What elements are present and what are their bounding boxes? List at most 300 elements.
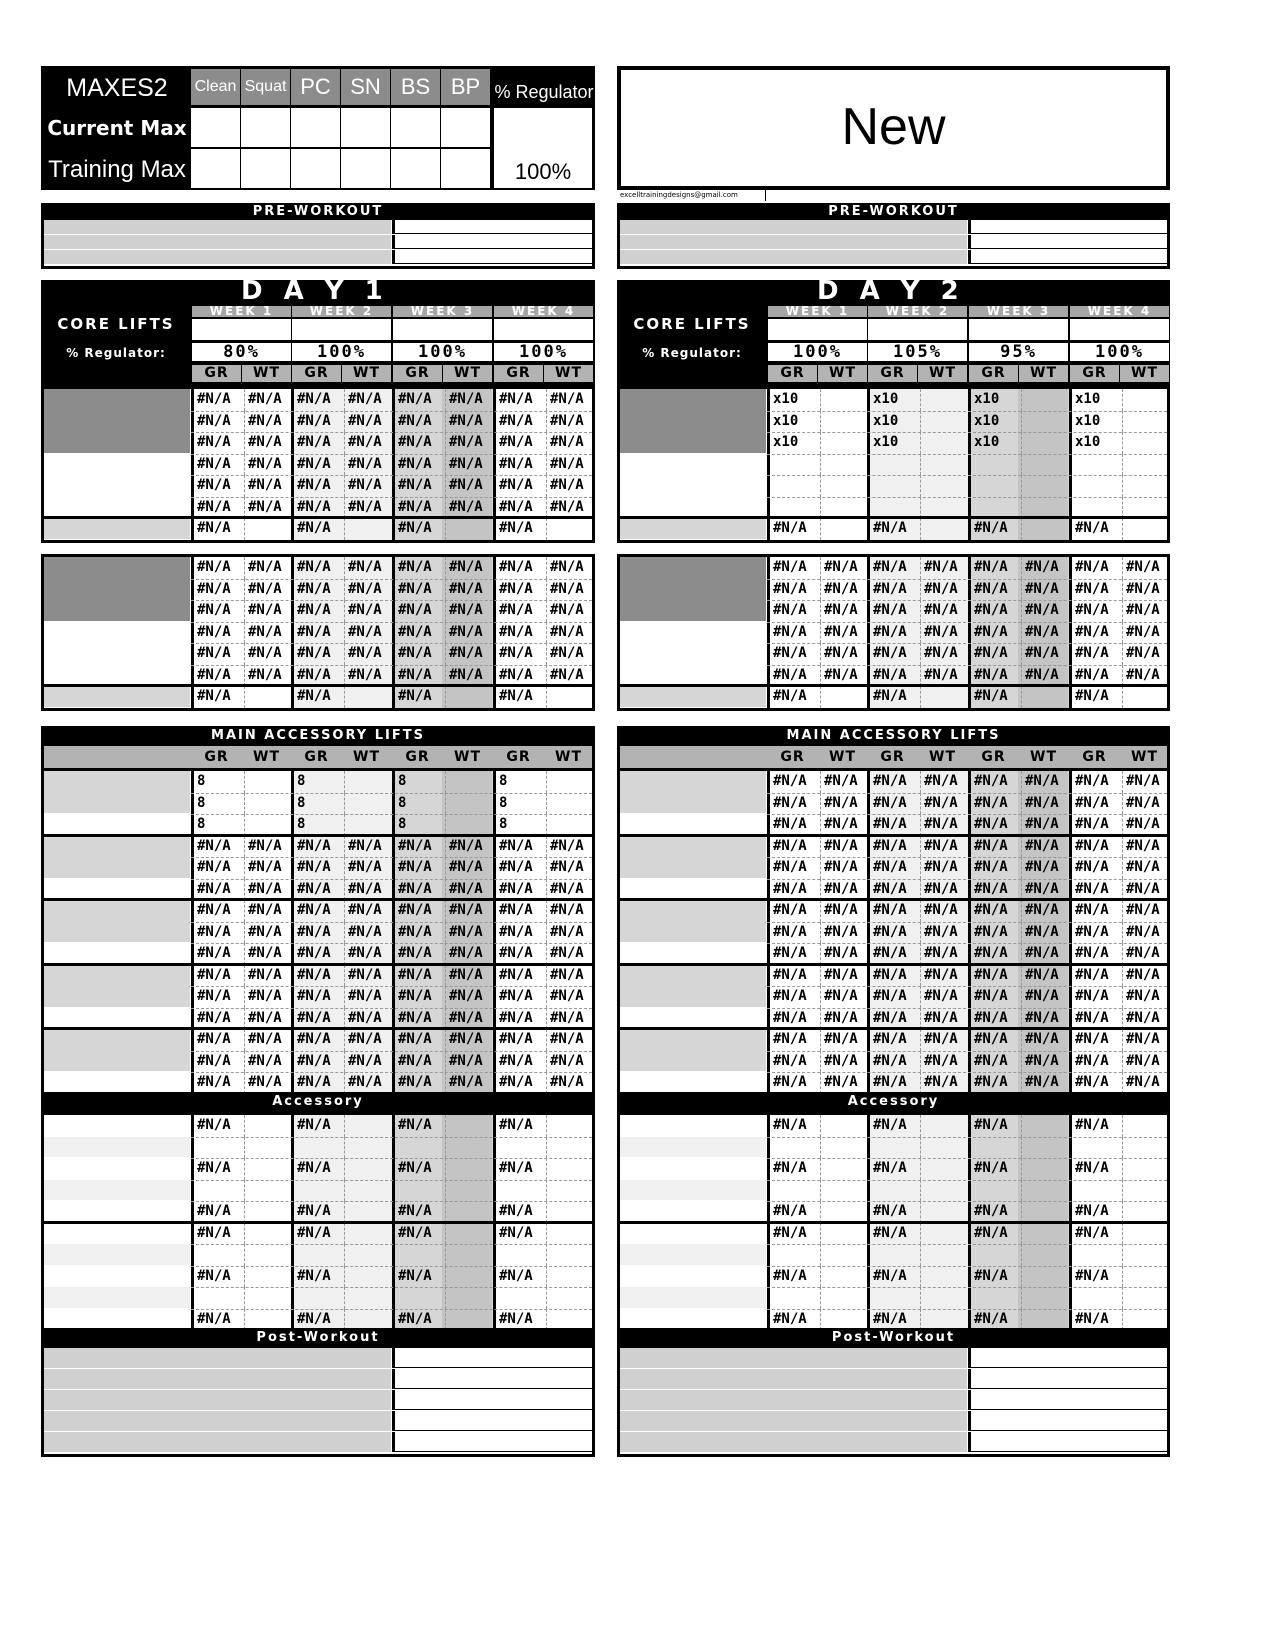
cell-gr[interactable]: #N/A [297,645,331,661]
cell-gr[interactable]: #N/A [773,645,807,661]
cell-gr[interactable]: #N/A [197,966,231,983]
cell-gr[interactable]: #N/A [499,1224,533,1241]
cell-gr[interactable]: #N/A [873,773,907,789]
cell-wt[interactable] [344,1266,392,1288]
cell-wt[interactable] [344,771,392,793]
lift-name-cell[interactable] [44,557,190,621]
cell-gr[interactable]: #N/A [773,1009,807,1026]
cell-gr[interactable]: #N/A [873,1031,907,1047]
cell-wt[interactable]: #N/A [244,965,292,987]
cell-wt[interactable]: #N/A [344,665,392,687]
cell-gr[interactable]: #N/A [197,580,231,597]
cell-wt[interactable]: #N/A [820,579,868,601]
cell-gr[interactable]: #N/A [197,391,231,407]
cell-gr[interactable] [870,1287,918,1309]
cell-gr[interactable]: #N/A [974,1031,1008,1047]
cell-wt[interactable] [546,1180,594,1202]
cell-gr[interactable]: #N/A [197,1310,231,1327]
cell-wt[interactable] [445,1158,493,1180]
lift-name-cell[interactable] [44,389,190,453]
cell-wt[interactable] [920,1244,968,1266]
cell-wt[interactable]: #N/A [445,389,493,411]
cell-wt[interactable]: #N/A [546,665,594,687]
notes-label-cell[interactable] [44,235,391,249]
cell-gr[interactable]: #N/A [398,923,432,940]
cell-wt[interactable] [344,1180,392,1202]
cell-wt[interactable]: #N/A [244,643,292,665]
cell-gr[interactable]: #N/A [499,945,533,961]
cell-gr[interactable]: #N/A [297,1117,331,1133]
cell-wt[interactable]: #N/A [445,1008,493,1030]
cell-wt[interactable]: #N/A [1122,814,1170,836]
cell-gr[interactable]: x10 [773,391,799,407]
cell-gr[interactable]: #N/A [398,1031,432,1047]
cell-wt[interactable]: #N/A [546,922,594,944]
cell-gr[interactable]: #N/A [974,623,1008,640]
cell-gr[interactable]: #N/A [1075,1310,1109,1327]
cell-wt[interactable] [820,1287,868,1309]
cell-gr[interactable]: #N/A [873,1052,907,1069]
cell-wt[interactable]: #N/A [344,557,392,579]
lift-name-cell[interactable] [620,1115,766,1136]
cell-gr[interactable]: #N/A [974,945,1008,961]
cell-wt[interactable]: #N/A [546,643,594,665]
cell-wt[interactable]: #N/A [244,879,292,901]
cell-gr[interactable]: #N/A [197,837,231,854]
cell-gr[interactable]: #N/A [398,580,432,597]
lift-name-cell[interactable] [44,814,190,835]
cell-gr[interactable]: #N/A [974,923,1008,940]
cell-gr[interactable]: #N/A [1075,902,1109,918]
cell-wt[interactable]: #N/A [445,432,493,454]
cell-wt[interactable] [920,1223,968,1245]
cell-wt[interactable]: #N/A [1021,965,1069,987]
notes-input-cell[interactable] [392,220,592,234]
cell-gr[interactable]: #N/A [197,1203,231,1219]
cell-gr[interactable]: #N/A [1075,923,1109,940]
cell-gr[interactable]: #N/A [773,1117,807,1133]
cell-wt[interactable] [1122,518,1170,540]
cell-wt[interactable]: #N/A [1021,1008,1069,1030]
cell-gr[interactable]: #N/A [297,1267,331,1284]
cell-gr[interactable] [1072,475,1120,497]
cell-wt[interactable]: #N/A [920,900,968,922]
cell-gr[interactable]: #N/A [974,1267,1008,1284]
cell-wt[interactable] [820,518,868,540]
cell-wt[interactable]: #N/A [920,1051,968,1073]
cell-gr[interactable]: #N/A [1075,1009,1109,1026]
lift-name-cell[interactable] [44,1137,190,1158]
cell-wt[interactable] [546,771,594,793]
cell-gr[interactable]: #N/A [1075,773,1109,789]
cell-wt[interactable] [1021,1180,1069,1202]
cell-gr[interactable] [1072,1244,1120,1266]
cell-wt[interactable]: #N/A [820,557,868,579]
notes-label-cell[interactable] [620,235,967,249]
cell-wt[interactable]: #N/A [820,665,868,687]
cell-gr[interactable]: #N/A [398,1117,432,1133]
cell-wt[interactable] [244,1244,292,1266]
cell-wt[interactable] [344,1309,392,1331]
cell-gr[interactable]: #N/A [197,1074,231,1090]
cell-gr[interactable] [770,1244,818,1266]
cell-wt[interactable] [445,1137,493,1159]
cell-gr[interactable]: #N/A [398,1160,432,1176]
cell-wt[interactable]: #N/A [920,793,968,815]
lift-name-cell[interactable] [620,1158,766,1179]
cell-wt[interactable] [445,1115,493,1137]
cell-gr[interactable]: #N/A [297,945,331,961]
cell-gr[interactable] [971,454,1019,476]
cell-gr[interactable]: #N/A [398,988,432,1004]
cell-wt[interactable]: #N/A [1021,600,1069,622]
cell-gr[interactable]: #N/A [873,520,907,536]
cell-wt[interactable]: #N/A [1122,579,1170,601]
cell-wt[interactable]: #N/A [344,497,392,519]
cell-gr[interactable]: #N/A [398,1074,432,1090]
lift-name-cell[interactable] [44,771,190,813]
cell-wt[interactable] [344,518,392,540]
cell-gr[interactable]: #N/A [873,559,907,575]
lift-name-cell[interactable] [620,965,766,1007]
cell-gr[interactable]: #N/A [974,1074,1008,1090]
cell-gr[interactable] [496,1180,544,1202]
post-label-cell[interactable] [620,1369,967,1389]
cell-wt[interactable] [1122,411,1170,433]
cell-gr[interactable]: #N/A [773,794,807,811]
lift-name-cell[interactable] [44,879,190,900]
cell-wt[interactable]: #N/A [244,557,292,579]
cell-gr[interactable] [496,1244,544,1266]
lift-name-cell[interactable] [620,1029,766,1071]
cell-gr[interactable]: #N/A [499,1160,533,1176]
cell-gr[interactable]: 8 [197,816,206,832]
cell-wt[interactable] [1122,1180,1170,1202]
cell-wt[interactable] [546,814,594,836]
cell-wt[interactable]: #N/A [546,986,594,1008]
cell-gr[interactable]: #N/A [197,645,231,661]
cell-gr[interactable]: #N/A [398,412,432,429]
cell-gr[interactable]: #N/A [974,1224,1008,1241]
cell-gr[interactable]: #N/A [974,1052,1008,1069]
cell-wt[interactable]: #N/A [244,1051,292,1073]
lift-name-cell[interactable] [620,771,766,813]
cell-gr[interactable]: #N/A [773,1052,807,1069]
cell-gr[interactable]: #N/A [974,966,1008,983]
cell-wt[interactable]: #N/A [1021,771,1069,793]
cell-wt[interactable]: #N/A [1021,1072,1069,1094]
cell-gr[interactable] [1072,497,1120,519]
cell-gr[interactable]: #N/A [873,1224,907,1241]
cell-wt[interactable] [546,518,594,540]
cell-gr[interactable]: #N/A [773,988,807,1004]
training-max-input[interactable] [191,149,240,188]
cell-gr[interactable]: 8 [197,794,206,811]
cell-gr[interactable]: 8 [499,794,508,811]
cell-gr[interactable]: #N/A [773,520,807,536]
cell-gr[interactable]: #N/A [873,966,907,983]
cell-gr[interactable]: #N/A [974,902,1008,918]
cell-wt[interactable] [244,1287,292,1309]
cell-wt[interactable] [920,475,968,497]
cell-gr[interactable]: #N/A [1075,880,1109,897]
cell-gr[interactable]: #N/A [197,1031,231,1047]
cell-wt[interactable]: #N/A [344,986,392,1008]
cell-gr[interactable]: #N/A [398,559,432,575]
cell-wt[interactable]: #N/A [820,943,868,965]
cell-wt[interactable] [820,1223,868,1245]
post-label-cell[interactable] [620,1411,967,1431]
cell-wt[interactable] [1021,454,1069,476]
cell-gr[interactable] [1072,1287,1120,1309]
cell-gr[interactable]: #N/A [297,1074,331,1090]
cell-wt[interactable] [920,686,968,708]
training-max-input[interactable] [441,149,490,188]
cell-gr[interactable]: #N/A [398,623,432,640]
cell-wt[interactable]: #N/A [820,793,868,815]
cell-wt[interactable] [244,1158,292,1180]
cell-gr[interactable] [770,475,818,497]
cell-wt[interactable]: #N/A [445,475,493,497]
cell-wt[interactable] [1122,1158,1170,1180]
cell-gr[interactable] [294,1287,342,1309]
lift-name-cell[interactable] [620,814,766,835]
cell-wt[interactable]: #N/A [1122,1051,1170,1073]
notes-input-cell[interactable] [968,235,1167,249]
lift-name-cell[interactable] [44,1072,190,1093]
cell-wt[interactable]: #N/A [1122,557,1170,579]
cell-wt[interactable]: #N/A [344,965,392,987]
cell-gr[interactable]: #N/A [297,902,331,918]
cell-gr[interactable]: #N/A [873,902,907,918]
cell-wt[interactable]: #N/A [1122,922,1170,944]
cell-wt[interactable] [445,1244,493,1266]
cell-gr[interactable]: #N/A [297,837,331,854]
lift-name-cell[interactable] [44,1287,190,1308]
cell-wt[interactable] [344,1201,392,1223]
post-label-cell[interactable] [44,1432,391,1452]
cell-wt[interactable]: #N/A [445,879,493,901]
cell-gr[interactable]: #N/A [398,1009,432,1026]
cell-gr[interactable]: x10 [873,412,899,429]
cell-wt[interactable]: #N/A [1122,771,1170,793]
cell-gr[interactable]: #N/A [773,559,807,575]
cell-gr[interactable]: 8 [398,794,407,811]
cell-wt[interactable]: #N/A [1122,900,1170,922]
cell-gr[interactable]: #N/A [197,602,231,618]
cell-gr[interactable]: #N/A [499,988,533,1004]
cell-gr[interactable]: #N/A [499,923,533,940]
post-label-cell[interactable] [620,1348,967,1368]
cell-wt[interactable] [1122,1223,1170,1245]
post-input-cell[interactable] [968,1390,1167,1410]
cell-gr[interactable]: #N/A [974,988,1008,1004]
cell-wt[interactable] [244,1266,292,1288]
post-input-cell[interactable] [968,1432,1167,1452]
cell-wt[interactable]: #N/A [546,454,594,476]
cell-gr[interactable] [870,454,918,476]
cell-wt[interactable] [1021,1266,1069,1288]
current-max-input[interactable] [391,108,440,147]
cell-wt[interactable] [1122,475,1170,497]
cell-wt[interactable]: #N/A [344,1051,392,1073]
cell-wt[interactable] [920,518,968,540]
cell-wt[interactable]: #N/A [344,622,392,644]
cell-gr[interactable]: #N/A [873,988,907,1004]
cell-wt[interactable] [820,1158,868,1180]
cell-wt[interactable] [546,1266,594,1288]
notes-label-cell[interactable] [620,250,967,264]
post-input-cell[interactable] [968,1369,1167,1389]
cell-gr[interactable]: #N/A [398,1310,432,1327]
cell-wt[interactable]: #N/A [820,643,868,665]
cell-gr[interactable]: #N/A [297,559,331,575]
cell-gr[interactable]: #N/A [1075,1203,1109,1219]
cell-wt[interactable] [546,1244,594,1266]
notes-input-cell[interactable] [968,220,1167,234]
cell-gr[interactable] [971,1244,1019,1266]
cell-gr[interactable]: #N/A [197,412,231,429]
week-regulator-value[interactable]: 100% [494,343,593,361]
cell-gr[interactable]: #N/A [499,1009,533,1026]
lift-name-cell[interactable] [44,965,190,1007]
cell-wt[interactable] [546,686,594,708]
cell-wt[interactable]: #N/A [445,943,493,965]
cell-wt[interactable] [445,1223,493,1245]
cell-gr[interactable]: #N/A [773,773,807,789]
week-blank-cell[interactable] [192,319,291,340]
cell-gr[interactable]: x10 [773,434,799,450]
cell-gr[interactable]: x10 [974,412,1000,429]
cell-wt[interactable]: #N/A [546,879,594,901]
cell-gr[interactable]: #N/A [499,623,533,640]
cell-gr[interactable]: #N/A [197,1160,231,1176]
cell-gr[interactable]: #N/A [773,1074,807,1090]
cell-wt[interactable] [1021,1201,1069,1223]
cell-wt[interactable]: #N/A [546,965,594,987]
notes-input-cell[interactable] [392,250,592,264]
cell-gr[interactable]: #N/A [773,902,807,918]
cell-wt[interactable]: #N/A [344,643,392,665]
cell-gr[interactable]: #N/A [398,859,432,875]
cell-gr[interactable]: #N/A [1075,1074,1109,1090]
cell-wt[interactable]: #N/A [920,771,968,793]
cell-gr[interactable]: #N/A [1075,645,1109,661]
cell-gr[interactable]: #N/A [773,666,807,683]
lift-name-cell[interactable] [44,454,190,518]
post-label-cell[interactable] [44,1369,391,1389]
cell-wt[interactable]: #N/A [244,986,292,1008]
lift-name-cell[interactable] [620,1244,766,1265]
cell-wt[interactable]: #N/A [1122,836,1170,858]
cell-gr[interactable]: #N/A [1075,559,1109,575]
cell-gr[interactable]: #N/A [773,945,807,961]
cell-gr[interactable]: #N/A [297,391,331,407]
cell-wt[interactable]: #N/A [344,411,392,433]
cell-wt[interactable] [546,1137,594,1159]
cell-gr[interactable]: #N/A [297,580,331,597]
cell-wt[interactable]: #N/A [244,922,292,944]
cell-gr[interactable]: #N/A [1075,816,1109,832]
cell-wt[interactable] [546,793,594,815]
lift-name-cell[interactable] [620,389,766,453]
cell-gr[interactable]: #N/A [197,923,231,940]
cell-wt[interactable] [1021,1287,1069,1309]
cell-gr[interactable]: #N/A [499,880,533,897]
lift-name-cell[interactable] [620,1180,766,1201]
cell-wt[interactable] [920,1201,968,1223]
cell-wt[interactable]: #N/A [344,600,392,622]
cell-wt[interactable]: #N/A [344,857,392,879]
cell-gr[interactable]: #N/A [1075,580,1109,597]
cell-wt[interactable]: #N/A [1021,665,1069,687]
cell-wt[interactable] [244,518,292,540]
cell-wt[interactable]: #N/A [445,622,493,644]
cell-wt[interactable]: #N/A [546,1008,594,1030]
cell-wt[interactable] [244,1309,292,1331]
lift-name-cell[interactable] [620,686,766,707]
cell-wt[interactable] [920,1158,968,1180]
cell-gr[interactable]: #N/A [873,794,907,811]
cell-gr[interactable]: x10 [773,412,799,429]
cell-wt[interactable]: #N/A [920,1029,968,1051]
cell-wt[interactable]: #N/A [1021,879,1069,901]
lift-name-cell[interactable] [44,1223,190,1244]
cell-wt[interactable]: #N/A [445,497,493,519]
cell-wt[interactable] [1021,1115,1069,1137]
cell-gr[interactable] [395,1180,443,1202]
cell-wt[interactable]: #N/A [1122,793,1170,815]
cell-wt[interactable]: #N/A [1122,965,1170,987]
cell-wt[interactable] [445,771,493,793]
cell-wt[interactable] [445,1287,493,1309]
cell-gr[interactable]: #N/A [873,645,907,661]
lift-name-cell[interactable] [44,1158,190,1179]
cell-wt[interactable] [820,1201,868,1223]
cell-gr[interactable]: #N/A [1075,1267,1109,1284]
cell-gr[interactable] [395,1244,443,1266]
cell-wt[interactable]: #N/A [920,836,968,858]
cell-wt[interactable] [820,1115,868,1137]
cell-wt[interactable] [244,771,292,793]
cell-wt[interactable]: #N/A [820,1051,868,1073]
post-input-cell[interactable] [968,1348,1167,1368]
cell-gr[interactable]: #N/A [773,966,807,983]
cell-wt[interactable]: #N/A [445,836,493,858]
lift-name-cell[interactable] [620,836,766,878]
cell-wt[interactable]: #N/A [820,965,868,987]
cell-gr[interactable]: #N/A [297,602,331,618]
cell-gr[interactable] [194,1244,242,1266]
cell-gr[interactable]: #N/A [197,1009,231,1026]
cell-wt[interactable]: #N/A [920,814,968,836]
cell-wt[interactable]: #N/A [445,986,493,1008]
cell-wt[interactable] [244,1180,292,1202]
cell-gr[interactable]: #N/A [873,1203,907,1219]
cell-wt[interactable]: #N/A [920,879,968,901]
cell-gr[interactable]: #N/A [297,434,331,450]
cell-wt[interactable]: #N/A [1021,643,1069,665]
cell-gr[interactable]: x10 [1075,412,1101,429]
cell-wt[interactable] [820,1309,868,1331]
cell-wt[interactable]: #N/A [244,497,292,519]
cell-wt[interactable]: #N/A [244,579,292,601]
post-input-cell[interactable] [392,1390,592,1410]
cell-wt[interactable] [445,1266,493,1288]
notes-label-cell[interactable] [620,220,967,234]
week-regulator-value[interactable]: 100% [1070,343,1169,361]
cell-gr[interactable] [194,1137,242,1159]
